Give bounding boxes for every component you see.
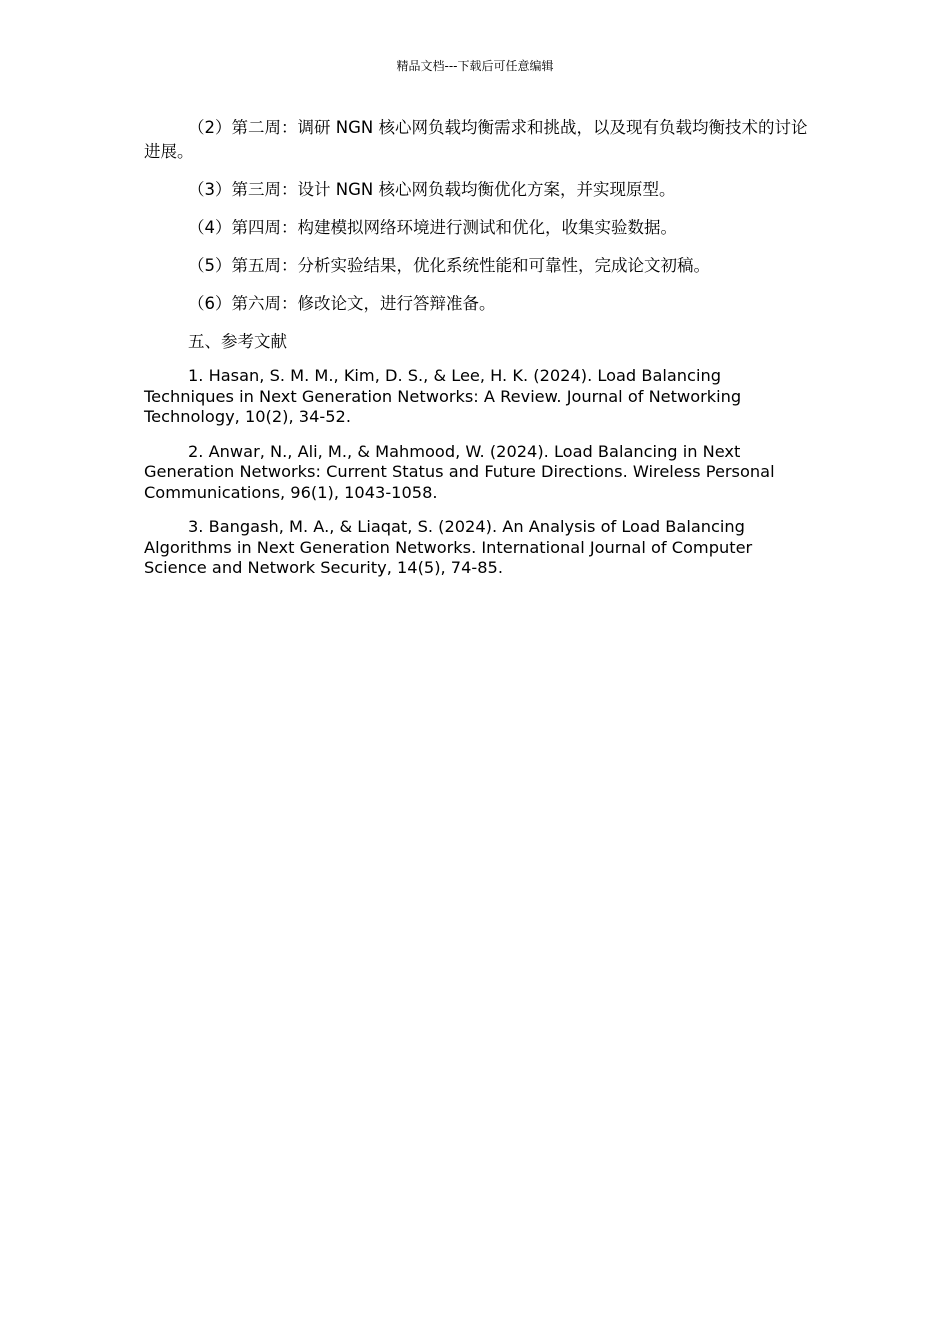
references-heading: 五、参考文献 — [188, 332, 287, 351]
document-body — [144, 116, 808, 593]
reference-item-2: 2. Anwar, N., Ali, M., & Mahmood, W. (2024). Load Balancing in Next Generation Networks: Current Status and Future Directions. Wireless Personal Communications, 96(1), 1043-1058. — [144, 441, 775, 502]
schedule-item-week-2: （2）第二周：调研 NGN 核心网负载均衡需求和挑战，以及现有负载均衡技术的讨论进展。 — [144, 118, 808, 161]
reference-item-1: 1. Hasan, S. M. M., Kim, D. S., & Lee, H. K. (2024). Load Balancing Techniques in Next Generation Networks: A Review. Journal of Networking Technology, 10(2), 34-52. — [144, 366, 742, 426]
page-header-watermark: 精品文档---下载后可任意编辑 — [396, 59, 554, 73]
schedule-item-week-4: （4）第四周：构建模拟网络环境进行测试和优化，收集实验数据。 — [188, 218, 677, 237]
schedule-item-week-5: （5）第五周：分析实验结果，优化系统性能和可靠性，完成论文初稿。 — [188, 256, 710, 275]
schedule-item-week-6: （6）第六周：修改论文，进行答辩准备。 — [188, 294, 496, 313]
schedule-item-week-3: （3）第三周：设计 NGN 核心网负载均衡优化方案，并实现原型。 — [188, 180, 676, 199]
reference-item-3: 3. Bangash, M. A., & Liaqat, S. (2024). An Analysis of Load Balancing Algorithms in Next Generation Networks. International Journal of Computer Science and Network Security, 14(5), 74-85. — [144, 517, 753, 577]
